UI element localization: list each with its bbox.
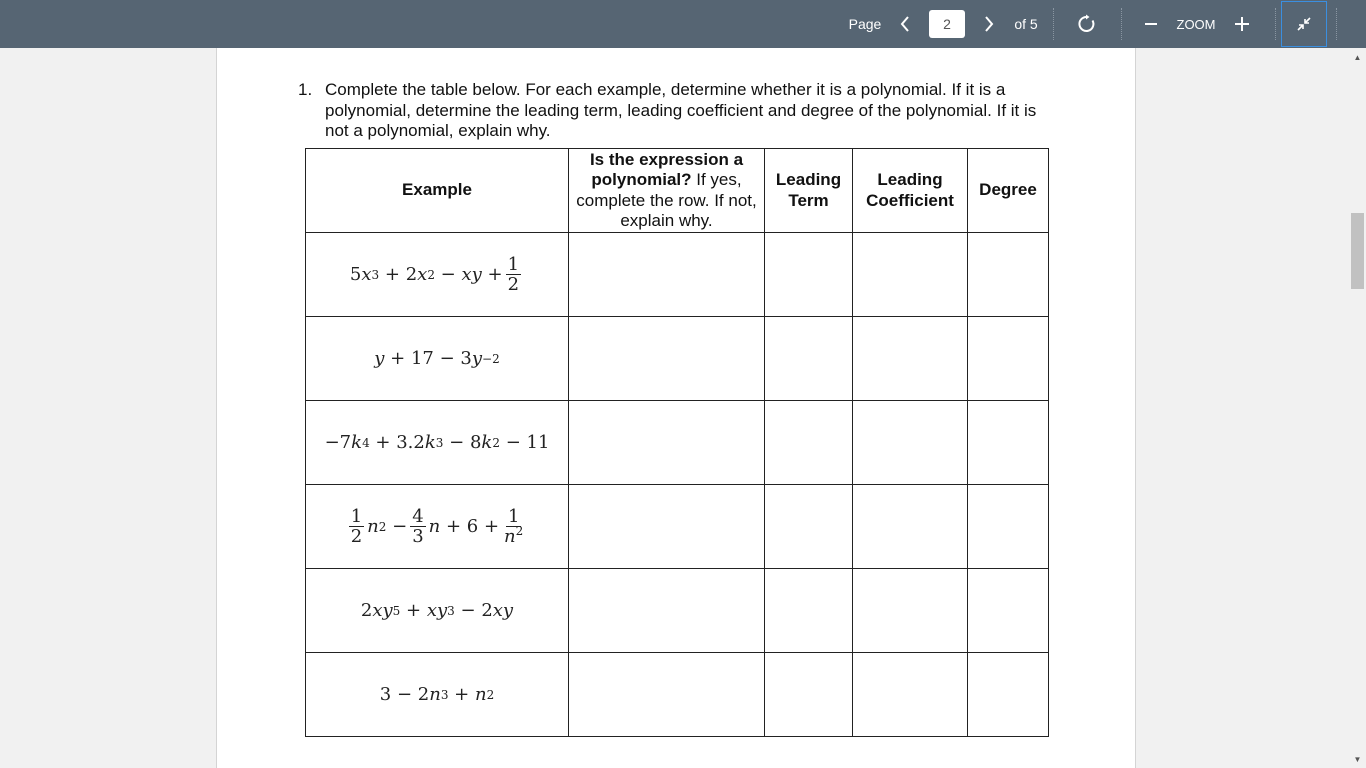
degree-cell[interactable] [968,233,1049,317]
header-leading-term: Leading Term [765,149,853,233]
table-row [306,317,1049,401]
polynomial-answer-cell[interactable] [569,485,765,569]
expression-2: y + 17 − 3 y −2 [374,348,500,369]
leading-term-cell[interactable] [765,569,853,653]
degree-cell[interactable] [968,317,1049,401]
expression-3: −7 k 4 + 3.2 k 3 − 8 k 2 − 11 [324,432,550,453]
degree-cell[interactable] [968,401,1049,485]
example-cell [306,569,569,653]
leading-term-cell[interactable] [765,653,853,737]
minus-icon [1144,17,1158,31]
leading-coefficient-cell[interactable] [853,317,968,401]
page-number-input[interactable] [929,10,965,38]
page-count-label: of 5 [1014,16,1038,32]
leading-coefficient-cell[interactable] [853,569,968,653]
degree-cell[interactable] [968,569,1049,653]
scroll-up-arrow[interactable]: ▲ [1353,52,1362,62]
previous-page-button[interactable] [893,0,917,48]
example-cell [306,653,569,737]
header-leading-coefficient: Leading Coefficient [853,149,968,233]
plus-icon [1234,16,1250,32]
zoom-label: ZOOM [1176,16,1216,32]
table-row [306,653,1049,737]
scroll-down-arrow[interactable]: ▼ [1353,754,1362,764]
expression-4: $\frac{1}{2}$ n 2 − $\frac{4}{3}$ n + 6 + $\frac{1}{n^2}$ [350,506,524,547]
polynomial-answer-cell[interactable] [569,653,765,737]
rotate-button[interactable] [1075,0,1099,48]
table-row [306,485,1049,569]
leading-coefficient-cell[interactable] [853,401,968,485]
polynomial-answer-cell[interactable] [569,317,765,401]
table-row [306,233,1049,317]
collapse-icon [1295,15,1313,33]
toolbar-divider [1275,8,1276,40]
header-is-polynomial [569,149,765,233]
leading-coefficient-cell[interactable] [853,233,968,317]
leading-term-cell[interactable] [765,233,853,317]
table-row [306,569,1049,653]
leading-term-cell[interactable] [765,485,853,569]
header-example: Example [306,149,569,233]
example-cell [306,485,569,569]
zoom-out-button[interactable] [1140,0,1162,48]
question-text: Complete the table below. For each example, determine whether it is a polynomial. If it is a polynomial, determine the leading term, leading coefficient and degree of the polynomial. If it is not a polynomial, explain why. [325,80,1037,140]
header-is-polynomial-bold: Is the expression a polynomial? [589,149,744,189]
example-cell [306,317,569,401]
expression-6: 3 − 2 n 3 + n 2 [379,684,495,705]
example-cell [306,233,569,317]
page-label: Page [848,16,882,32]
leading-coefficient-cell[interactable] [853,653,968,737]
header-is-polynomial-instructions: If yes, complete the row. If not, explain why. [576,170,757,230]
expression-1: 5 x 3 + 2 x 2 − xy + $\frac{1}{2}$ [349,254,520,295]
viewer-toolbar [0,0,1366,48]
leading-term-cell[interactable] [765,317,853,401]
toolbar-divider [1053,8,1054,40]
vertical-scrollbar[interactable] [1349,48,1366,768]
table-row [306,401,1049,485]
expression-5: 2 xy 5 + xy 3 − 2 xy [360,600,514,621]
polynomial-answer-cell[interactable] [569,233,765,317]
polynomial-answer-cell[interactable] [569,401,765,485]
table-header-row [306,149,1049,233]
chevron-left-icon [899,15,911,33]
leading-coefficient-cell[interactable] [853,485,968,569]
exit-fullscreen-button[interactable] [1281,1,1327,47]
question-number: 1. [298,80,313,99]
next-page-button[interactable] [977,0,1001,48]
scrollbar-thumb[interactable] [1351,213,1364,289]
degree-cell[interactable] [968,485,1049,569]
degree-cell[interactable] [968,653,1049,737]
toolbar-divider [1336,8,1337,40]
chevron-right-icon [983,15,995,33]
leading-term-cell[interactable] [765,401,853,485]
example-cell [306,401,569,485]
header-degree: Degree [968,149,1049,233]
rotate-icon [1077,14,1097,34]
toolbar-divider [1121,8,1122,40]
polynomial-table [305,148,1049,737]
polynomial-answer-cell[interactable] [569,569,765,653]
zoom-in-button[interactable] [1230,0,1254,48]
